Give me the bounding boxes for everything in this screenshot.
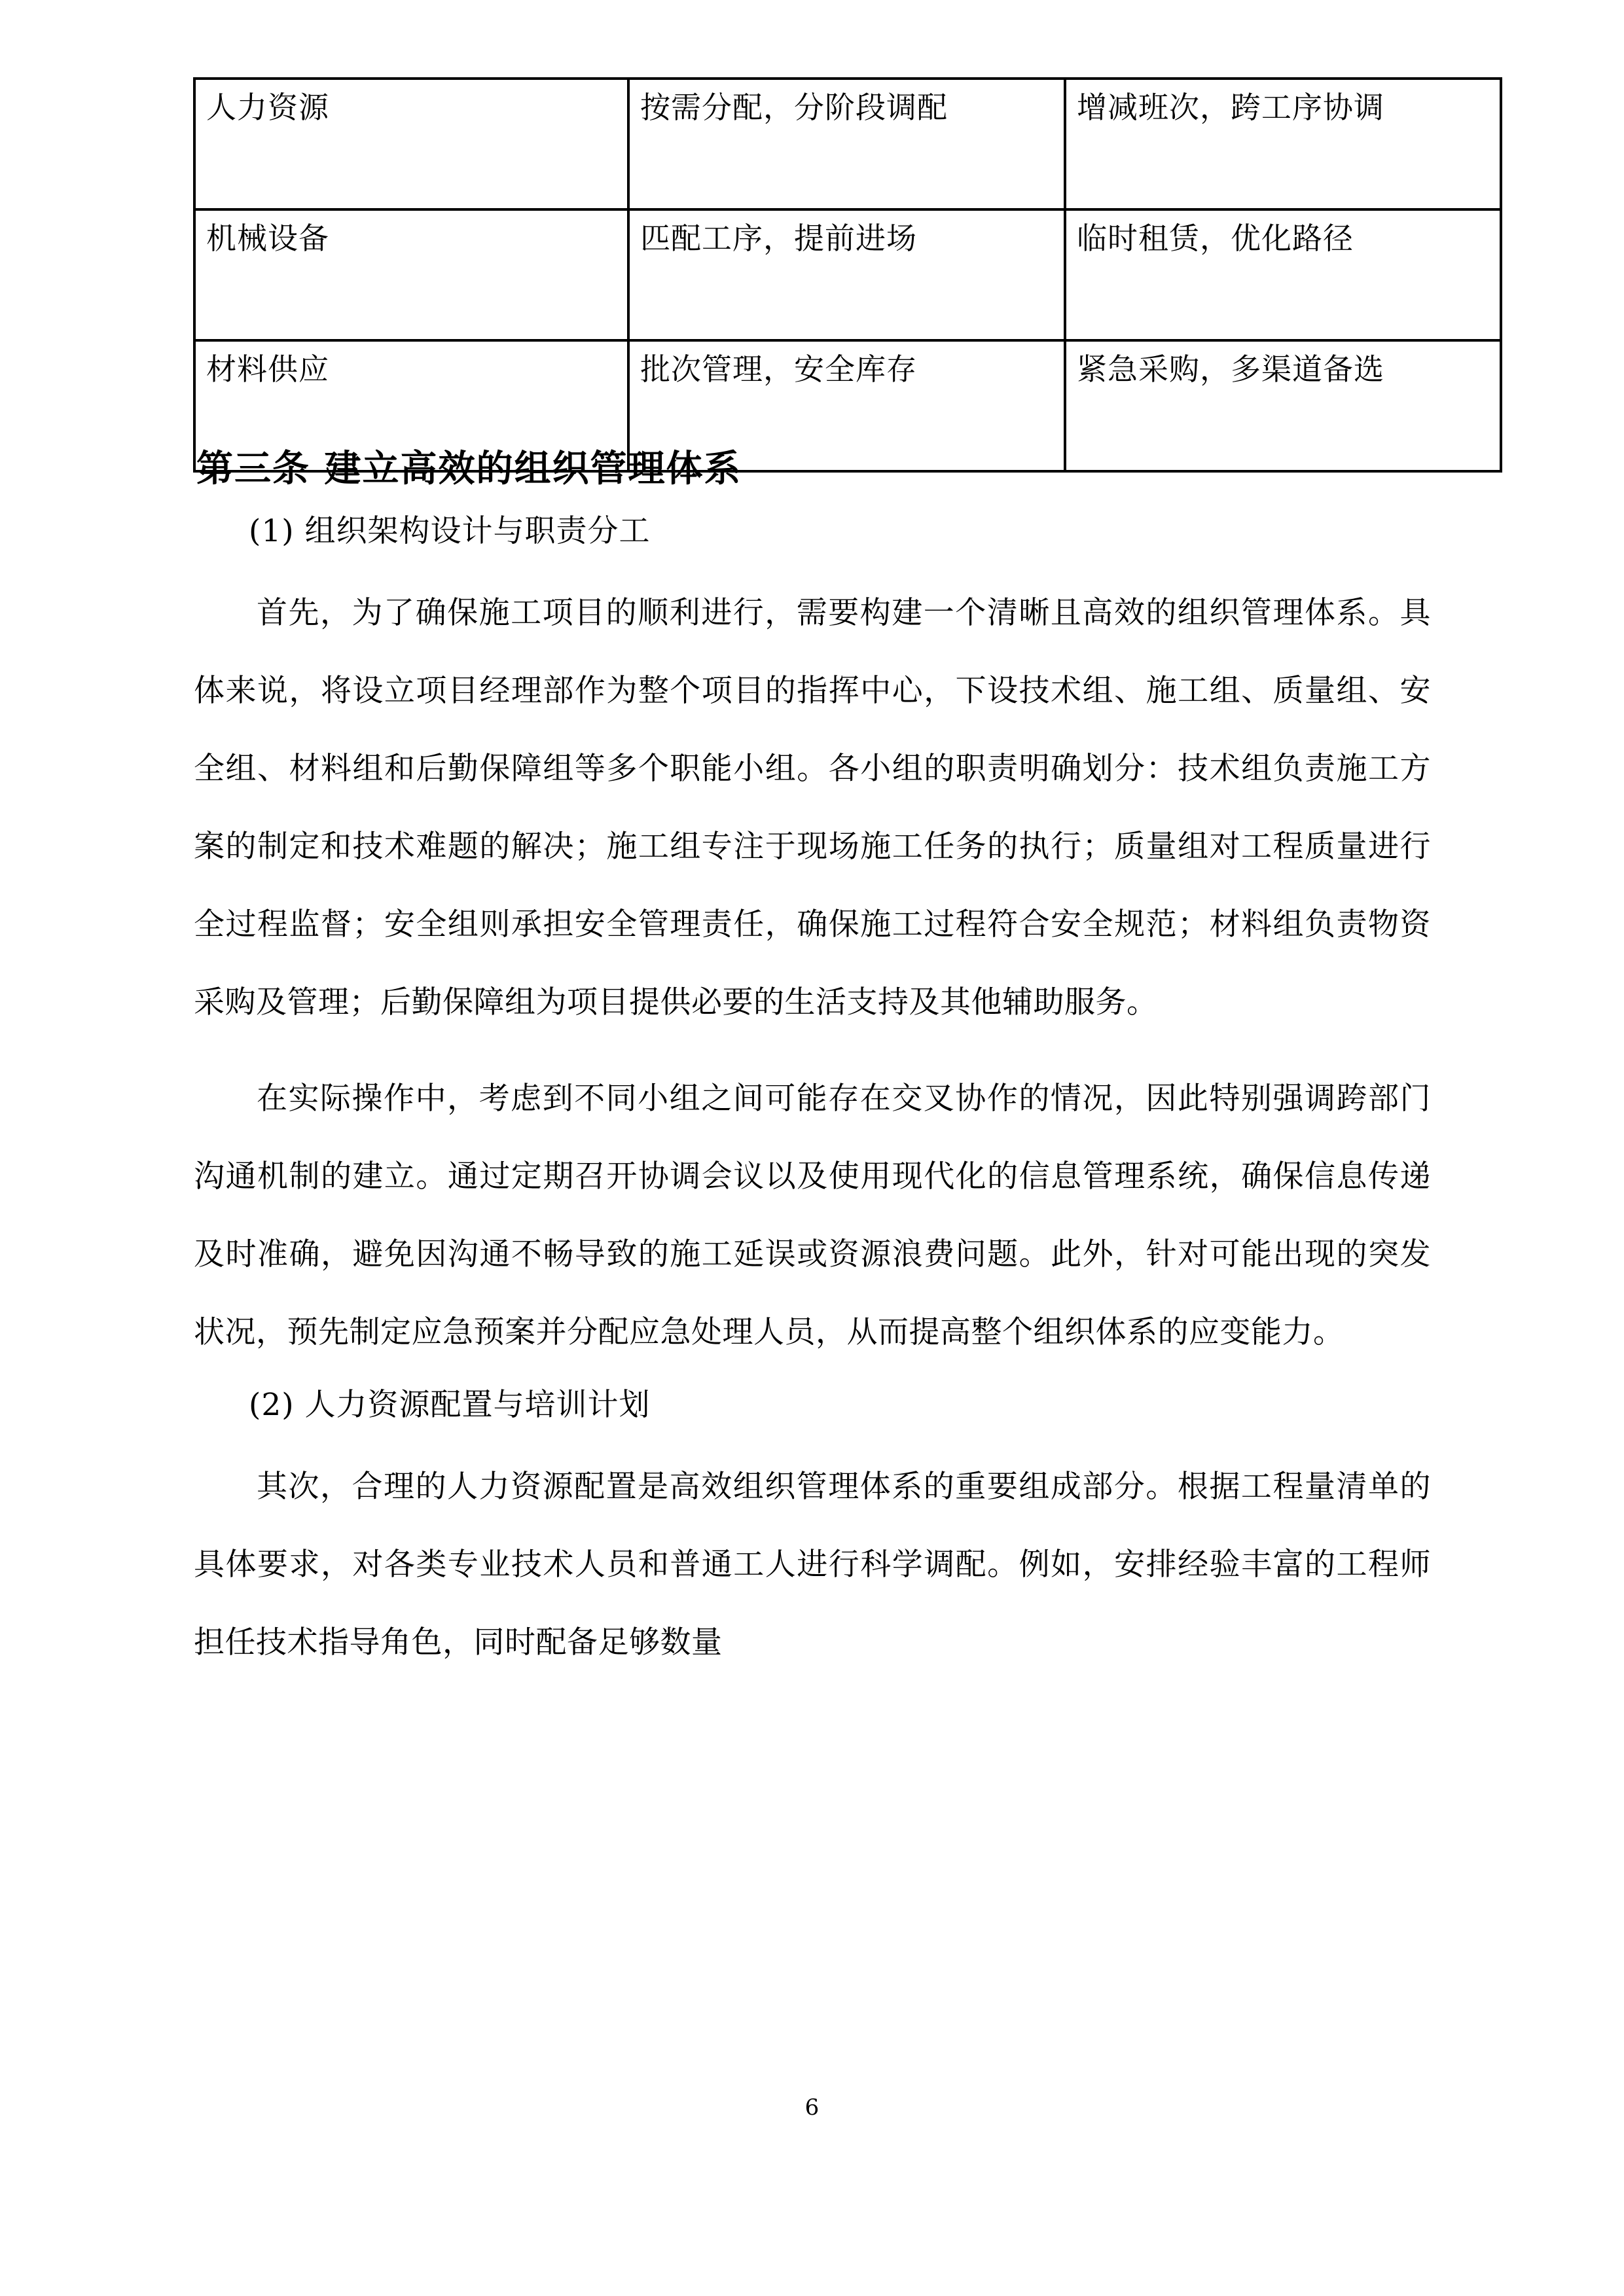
table-row xyxy=(194,79,1501,209)
resource-allocation-table xyxy=(193,77,1502,473)
normal-plan-cell: 批次管理，安全库存 xyxy=(628,340,1065,471)
resource-name-cell: 人力资源 xyxy=(194,79,628,209)
normal-plan-cell: 匹配工序，提前进场 xyxy=(628,209,1065,340)
paragraph-spacer xyxy=(194,1043,1431,1060)
contingency-plan-cell: 临时租赁，优化路径 xyxy=(1065,209,1501,340)
body-content xyxy=(194,513,1431,1683)
paragraph: 首先，为了确保施工项目的顺利进行，需要构建一个清晰且高效的组织管理体系。具体来说，将设立项目经理部作为整个项目的指挥中心，下设技术组、施工组、质量组、安全组、材料组和后勤保障组等多个职能小组。各小组的职责明确划分：技术组负责施工方案的制定和技术难题的解决；施工组专注于现场施工任务的执行；质量组对工程质量进行全过程监督；安全组则承担安全管理责任，确保施工过程符合安全规范；材料组负责物资采购及管理；后勤保障组为项目提供必要的生活支持及其他辅助服务。 xyxy=(194,595,1431,1020)
resource-name-cell: 材料供应 xyxy=(194,340,628,471)
contingency-plan-cell: 紧急采购，多渠道备选 xyxy=(1065,340,1501,471)
sub-heading-1: (1) 组织架构设计与职责分工 xyxy=(249,513,651,549)
contingency-plan-cell: 增减班次，跨工序协调 xyxy=(1065,79,1501,209)
paragraph: 在实际操作中，考虑到不同小组之间可能存在交叉协作的情况，因此特别强调跨部门沟通机制的建立。通过定期召开协调会议以及使用现代化的信息管理系统，确保信息传递及时准确，避免因沟通不畅导致的施工延误或资源浪费问题。此外，针对可能出现的突发状况，预先制定应急预案并分配应急处理人员，从而提高整个组织体系的应变能力。 xyxy=(194,1081,1431,1350)
table-row xyxy=(194,209,1501,340)
paragraph: 其次，合理的人力资源配置是高效组织管理体系的重要组成部分。根据工程量清单的具体要求，对各类专业技术人员和普通工人进行科学调配。例如，安排经验丰富的工程师担任技术指导角色，同时配备足够数量 xyxy=(194,1469,1431,1660)
sub-heading-2: (2) 人力资源配置与培训计划 xyxy=(249,1387,651,1423)
article-heading: 第三条 建立高效的组织管理体系 xyxy=(196,448,742,490)
resource-name-cell: 机械设备 xyxy=(194,209,628,340)
normal-plan-cell: 按需分配，分阶段调配 xyxy=(628,79,1065,209)
page-number: 6 xyxy=(804,2094,820,2121)
